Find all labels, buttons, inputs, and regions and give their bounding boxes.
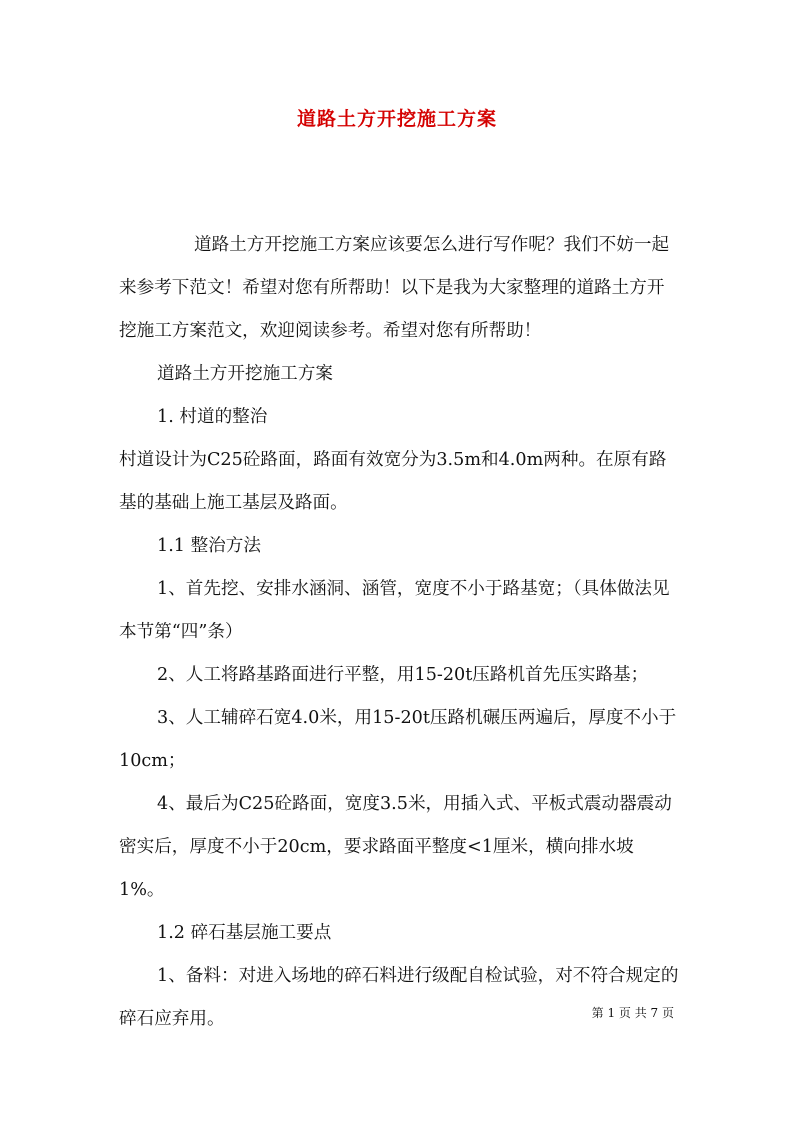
list-item: 1、备料：对进入场地的碎石料进行级配自检试验，对不符合规定的碎石应弃用。 xyxy=(119,966,679,1029)
intro-paragraph: 道路土方开挖施工方案应该要怎么进行写作呢？我们不妨一起来参考下范文！希望对您有所帮助！以下是我为大家整理的道路土方开挖施工方案范文，欢迎阅读参考。希望对您有所帮助！ xyxy=(119,235,670,341)
subsection-1-2-heading: 1.2 碎石基层施工要点 xyxy=(157,923,332,943)
list-item: 4、最后为C25砼路面，宽度3.5米，用插入式、平板式震动器震动密实后，厚度不小于20cm，要求路面平整度<1厘米，横向排水坡1%。 xyxy=(119,794,672,900)
section-heading: 道路土方开挖施工方案 xyxy=(157,364,333,384)
paragraph: 村道设计为C25砼路面，路面有效宽分为3.5m和4.0m两种。在原有路基的基础上施工基层及路面。 xyxy=(119,450,667,513)
list-item: 2、人工将路基路面进行平整，用15-20t压路机首先压实路基； xyxy=(157,665,649,685)
subsection-1-1-heading: 1.1 整治方法 xyxy=(157,536,261,556)
list-item: 1、首先挖、安排水涵洞、涵管，宽度不小于路基宽；（具体做法见本节第“四”条） xyxy=(119,579,670,642)
list-item: 3、人工辅碎石宽4.0米，用15-20t压路机碾压两遍后，厚度不小于10cm； xyxy=(119,708,677,771)
section-1-heading: 1. 村道的整治 xyxy=(157,407,268,427)
page-label: 第 1 页 共 7 页 xyxy=(591,1006,674,1020)
document-title: 道路土方开挖施工方案 xyxy=(296,108,497,130)
page-number-footer xyxy=(592,1004,674,1021)
document-body xyxy=(119,224,679,1041)
